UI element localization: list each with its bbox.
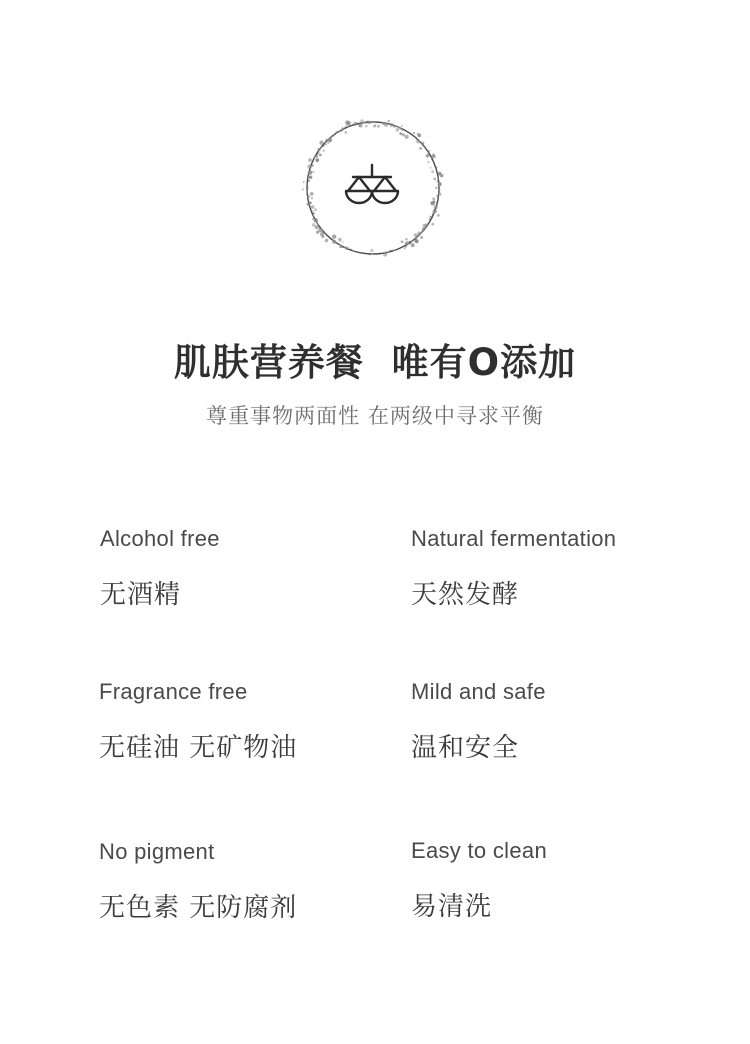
wreath-berry bbox=[411, 243, 415, 247]
wreath-berry bbox=[328, 138, 333, 143]
wreath-berry bbox=[430, 201, 434, 205]
wreath-berry bbox=[308, 170, 312, 174]
wreath-berry bbox=[303, 181, 305, 183]
wreath-berry bbox=[428, 150, 430, 152]
wreath-berry bbox=[422, 227, 426, 231]
wreath-berry bbox=[430, 167, 432, 169]
wreath-berry bbox=[384, 123, 388, 127]
wreath-berry bbox=[319, 141, 323, 145]
wreath-berry bbox=[312, 218, 314, 220]
wreath-berry bbox=[377, 125, 380, 128]
wreath-berry bbox=[431, 223, 434, 226]
feature-easy-to-clean bbox=[411, 838, 731, 923]
wreath-berry bbox=[307, 195, 310, 198]
wreath-berry bbox=[345, 131, 348, 134]
wreath-berry bbox=[433, 178, 436, 181]
feature-english-label: Easy to clean bbox=[411, 838, 547, 863]
wreath-berry bbox=[405, 238, 408, 241]
feature-english-label: No pigment bbox=[99, 839, 215, 864]
wreath-berry bbox=[401, 240, 404, 243]
wreath-berry bbox=[317, 148, 320, 151]
feature-natural-fermentation bbox=[411, 526, 731, 611]
wreath-berry bbox=[308, 158, 312, 162]
wreath-berry bbox=[432, 154, 436, 158]
wreath-berry bbox=[332, 234, 336, 238]
wreath-berry bbox=[383, 252, 387, 256]
wreath-berry bbox=[424, 146, 426, 148]
wreath-berry bbox=[302, 188, 304, 190]
wreath-berry bbox=[310, 192, 314, 196]
feature-alcohol-free bbox=[100, 526, 420, 611]
wreath-berry bbox=[342, 241, 344, 243]
wreath-berry bbox=[332, 134, 335, 137]
wreath-berry bbox=[338, 238, 341, 241]
wreath-berry bbox=[420, 236, 423, 239]
wreath-berry bbox=[405, 135, 409, 139]
wreath-berry bbox=[370, 249, 373, 252]
wreath-berry bbox=[309, 176, 312, 179]
wreath-berry bbox=[311, 197, 313, 199]
wreath-berry bbox=[335, 131, 337, 133]
wreath-berry bbox=[399, 132, 402, 135]
wreath-berry bbox=[358, 123, 362, 127]
wreath-berry bbox=[374, 124, 377, 127]
wreath-berry bbox=[435, 187, 437, 189]
wreath-berry bbox=[432, 197, 435, 200]
wreath-emblem bbox=[290, 110, 456, 266]
wreath-berry bbox=[437, 214, 440, 217]
wreath-berry bbox=[415, 239, 419, 243]
wreath-emblem-graphic bbox=[290, 110, 456, 266]
wreath-berry bbox=[325, 239, 329, 243]
wreath-berry bbox=[332, 240, 336, 244]
wreath-berry bbox=[319, 154, 322, 157]
wreath-berry bbox=[396, 128, 400, 132]
wreath-berry bbox=[315, 158, 319, 162]
wreath-berry bbox=[314, 208, 317, 211]
wreath-berry bbox=[436, 195, 438, 197]
feature-english-label: Natural fermentation bbox=[411, 526, 617, 551]
wreath-berry bbox=[308, 180, 310, 182]
wreath-berry bbox=[429, 218, 431, 220]
feature-chinese-label: 无色素 无防腐剂 bbox=[99, 893, 298, 923]
feature-english-label: Mild and safe bbox=[411, 679, 546, 704]
feature-mild-and-safe bbox=[411, 679, 731, 764]
wreath-berry bbox=[402, 133, 405, 136]
wreath-berry bbox=[365, 125, 368, 128]
wreath-leaves bbox=[302, 119, 443, 256]
wreath-berry bbox=[307, 186, 309, 188]
wreath-berry bbox=[419, 147, 422, 150]
wreath-berry bbox=[316, 230, 319, 233]
feature-fragrance-free bbox=[99, 679, 419, 764]
wreath-berry bbox=[401, 125, 403, 127]
wreath-berry bbox=[390, 123, 394, 127]
wreath-berry bbox=[440, 174, 444, 178]
wreath-berry bbox=[436, 167, 438, 169]
wreath-berry bbox=[430, 216, 432, 218]
wreath-berry bbox=[417, 133, 421, 137]
wreath-berry bbox=[311, 205, 315, 209]
subheadline: 尊重事物两面性 在两级中寻求平衡 bbox=[206, 404, 544, 428]
wreath-berry bbox=[323, 150, 325, 152]
wreath-berry bbox=[426, 154, 430, 158]
feature-english-label: Alcohol free bbox=[100, 526, 220, 551]
scale-balance-icon bbox=[346, 165, 398, 203]
feature-chinese-label: 无硅油 无矿物油 bbox=[99, 733, 298, 763]
wreath-berry bbox=[309, 201, 312, 204]
wreath-berry bbox=[413, 132, 415, 134]
wreath-berry bbox=[307, 164, 312, 169]
wreath-berry bbox=[431, 170, 434, 173]
wreath-berry bbox=[422, 224, 425, 227]
wreath-berry bbox=[312, 223, 316, 227]
feature-chinese-label: 无酒精 bbox=[100, 580, 182, 610]
wreath-berry bbox=[388, 120, 390, 122]
feature-chinese-label: 易清洗 bbox=[411, 892, 493, 922]
wreath-berry bbox=[312, 171, 314, 173]
headline: 肌肤营养餐 唯有O添加 bbox=[173, 341, 577, 384]
feature-no-pigment bbox=[99, 839, 419, 924]
feature-english-label: Fragrance free bbox=[99, 679, 248, 704]
wreath-berry bbox=[356, 122, 358, 124]
wreath-berry bbox=[427, 161, 429, 163]
feature-chinese-label: 温和安全 bbox=[411, 733, 520, 763]
feature-chinese-label: 天然发酵 bbox=[411, 580, 520, 610]
wreath-berry bbox=[312, 165, 314, 167]
